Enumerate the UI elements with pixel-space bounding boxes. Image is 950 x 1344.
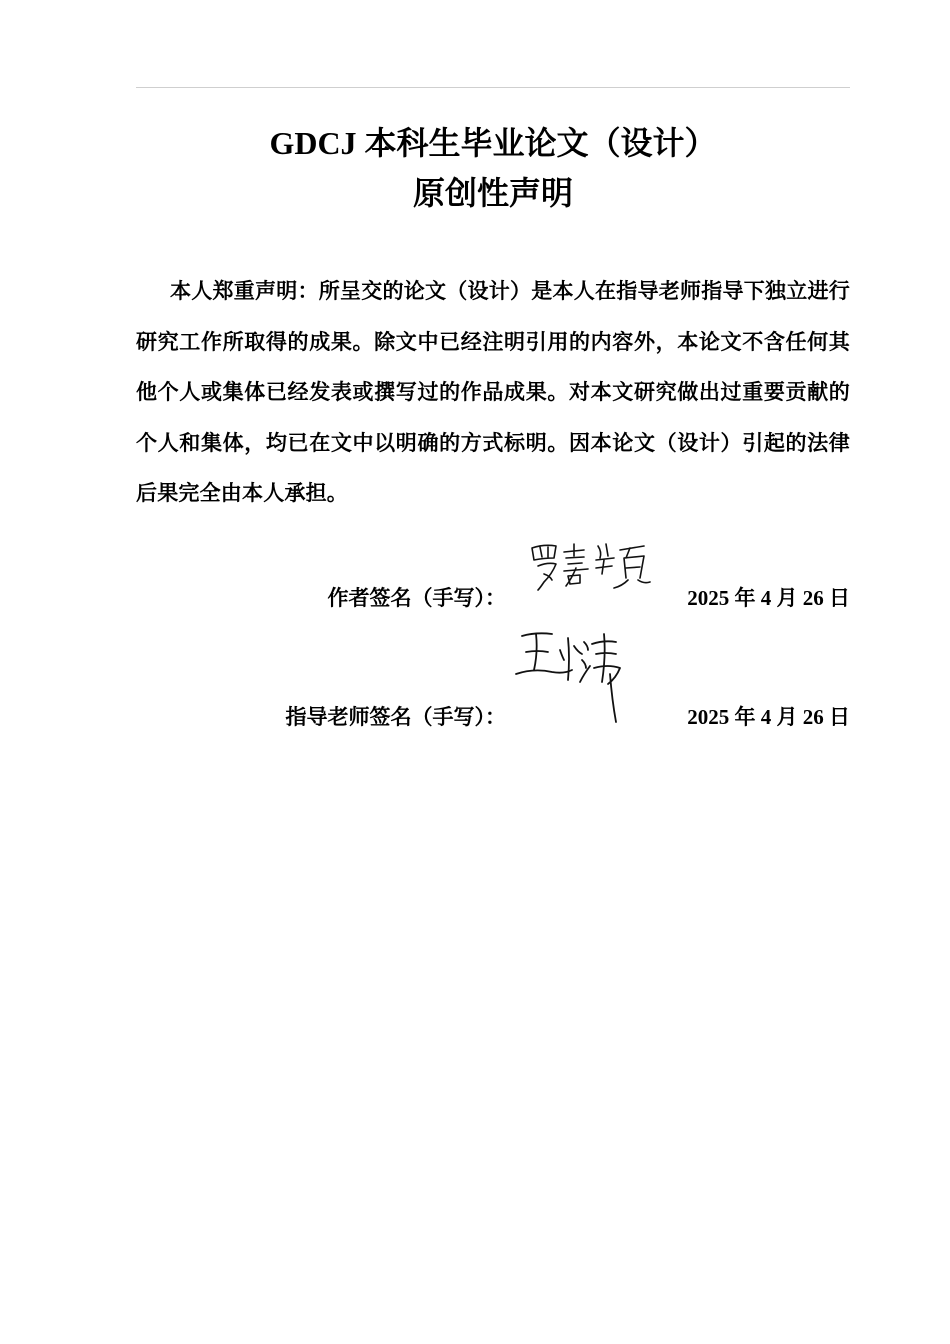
author-handwritten-signature xyxy=(526,538,656,596)
author-signature-label: 作者签名（手写）： xyxy=(327,585,506,610)
title-line-2: 原创性声明 xyxy=(412,175,573,211)
title-line-1: GDCJ 本科生毕业论文（设计） xyxy=(269,125,717,161)
advisor-signature-row xyxy=(136,697,850,737)
advisor-signature-label: 指导老师签名（手写）： xyxy=(285,704,506,729)
advisor-signature-image xyxy=(512,622,628,726)
author-signature-date: 2025 年 4 月 26 日 xyxy=(687,586,850,610)
declaration-paragraph: 本人郑重声明：所呈交的论文（设计）是本人在指导老师指导下独立进行研究工作所取得的成果。除文中已经注明引用的内容外，本论文不含任何其他个人或集体已经发表或撰写过的作品成果。对本文研究做出过重要贡献的个人和集体，均已在文中以明确的方式标明。因本论文（设计）引起的法律后果完全由本人承担。 xyxy=(136,278,850,505)
document-title xyxy=(136,118,850,218)
author-signature-row xyxy=(136,578,850,618)
header-rule xyxy=(136,87,850,88)
advisor-signature-date: 2025 年 4 月 26 日 xyxy=(687,705,850,729)
advisor-handwritten-signature xyxy=(512,622,628,726)
author-signature-image xyxy=(526,538,656,596)
